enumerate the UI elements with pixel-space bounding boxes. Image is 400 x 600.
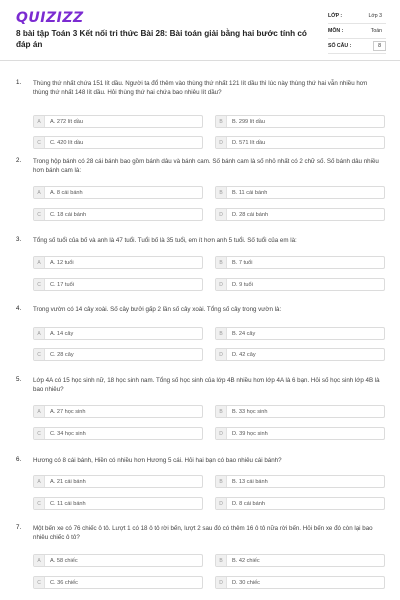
option-letter: D [216,137,227,148]
option-b[interactable] [215,256,385,269]
option-letter: C [34,577,45,588]
option-letter: D [216,498,227,509]
option-d[interactable] [215,497,385,510]
option-c[interactable] [33,348,203,361]
option-a[interactable] [33,327,203,340]
option-text: D. 42 cây [232,351,256,358]
option-text: B. 24 cây [232,330,256,337]
option-a[interactable] [33,186,203,199]
option-letter: A [34,116,45,127]
option-b[interactable] [215,554,385,567]
meta-row-count [328,39,386,54]
option-c[interactable] [33,136,203,149]
question-text: Lớp 4A có 15 học sinh nữ, 18 học sinh nam. Tổng số học sinh của lớp 4B nhiều hơn lớp 4A là 6 bạn. Hỏi số học sinh lớp 4B là bao nhiêu? [33,377,380,394]
question-text: Trong hộp bánh có 28 cái bánh bao gồm bánh dâu và bánh cam. Số bánh cam là số nhỏ nhất có 2 chữ số. Số bánh dâu nhiều hơn bánh cam là: [33,158,379,175]
option-d[interactable] [215,576,385,589]
question-text: Một bến xe có 76 chiếc ô tô. Lượt 1 có 18 ô tô rời bến, lượt 2 sau đó có thêm 16 ô tô nữa rời bến. Hỏi bến xe đó còn lại bao nhiêu chiếc ô tô? [33,525,373,542]
meta-row-class [328,9,386,24]
option-b[interactable] [215,186,385,199]
option-letter: C [34,209,45,220]
option-letter: A [34,555,45,566]
option-text: B. 42 chiếc [232,557,260,564]
option-b[interactable] [215,327,385,340]
option-c[interactable] [33,497,203,510]
option-a[interactable] [33,475,203,488]
option-text: A. 14 cây [50,330,74,337]
option-text: B. 33 học sinh [232,408,268,415]
option-letter: B [216,328,227,339]
option-letter: C [34,428,45,439]
question-number: 4. [16,305,22,312]
option-text: C. 18 cái bánh [50,211,87,218]
question-text: Tổng số tuổi của bố và anh là 47 tuổi. Tuổi bố là 35 tuổi, em ít hơn anh 5 tuổi. Số tuổi của em là: [33,237,297,244]
option-b[interactable] [215,405,385,418]
option-c[interactable] [33,427,203,440]
option-text: C. 36 chiếc [50,579,78,586]
option-text: B. 13 cái bánh [232,478,268,485]
option-d[interactable] [215,136,385,149]
option-text: B. 7 tuổi [232,259,253,266]
option-d[interactable] [215,427,385,440]
option-letter: B [216,555,227,566]
option-c[interactable] [33,278,203,291]
option-a[interactable] [33,554,203,567]
meta-value: Lớp 3 [368,13,382,19]
question-number: 3. [16,236,22,243]
option-letter: A [34,257,45,268]
meta-table [328,9,386,54]
meta-value: Toán [370,28,382,34]
option-text: A. 21 cái bánh [50,478,86,485]
option-text: D. 39 học sinh [232,430,268,437]
option-b[interactable] [215,475,385,488]
question-text: Trong vườn có 14 cây xoài. Số cây bưởi gấp 2 lần số cây xoài. Tổng số cây trong vườn là: [33,306,282,313]
option-letter: C [34,279,45,290]
quizizz-logo: QUIZIZZ [16,10,84,26]
option-d[interactable] [215,348,385,361]
question-number: 1. [16,79,22,86]
meta-key: MÔN : [328,28,344,34]
option-letter: A [34,187,45,198]
meta-row-subject [328,24,386,39]
option-letter: A [34,328,45,339]
option-letter: B [216,187,227,198]
question-number: 7. [16,524,22,531]
option-d[interactable] [215,208,385,221]
page-title: 8 bài tập Toán 3 Kết nối tri thức Bài 28: Bài toán giải bằng hai bước tính có đáp án [16,29,307,49]
option-text: A. 27 học sinh [50,408,86,415]
option-text: C. 11 cái bánh [50,500,86,507]
option-text: A. 58 chiếc [50,557,78,564]
option-text: B. 299 lít dầu [232,118,265,125]
option-text: B. 11 cái bánh [232,189,268,196]
meta-value: 8 [373,41,386,51]
option-text: D. 28 cái bánh [232,211,269,218]
option-letter: A [34,476,45,487]
option-text: C. 420 lít dầu [50,139,84,146]
option-letter: D [216,279,227,290]
question-number: 6. [16,456,22,463]
option-b[interactable] [215,115,385,128]
option-letter: C [34,349,45,360]
option-letter: C [34,137,45,148]
option-text: D. 30 chiếc [232,579,260,586]
option-letter: D [216,428,227,439]
option-text: C. 28 cây [50,351,74,358]
option-text: A. 8 cái bánh [50,189,83,196]
question-number: 5. [16,376,22,383]
option-text: D. 8 cái bánh [232,500,265,507]
option-letter: B [216,257,227,268]
meta-key: SỐ CÂU : [328,43,352,49]
option-d[interactable] [215,278,385,291]
option-a[interactable] [33,115,203,128]
option-text: A. 12 tuổi [50,259,74,266]
option-letter: B [216,116,227,127]
option-letter: D [216,577,227,588]
option-letter: A [34,406,45,417]
option-letter: B [216,406,227,417]
question-number: 2. [16,157,22,164]
option-text: C. 17 tuổi [50,281,74,288]
option-text: D. 9 tuổi [232,281,253,288]
option-a[interactable] [33,405,203,418]
option-letter: B [216,476,227,487]
meta-key: LỚP : [328,13,343,19]
option-letter: D [216,209,227,220]
option-text: D. 571 lít dầu [232,139,266,146]
question-text: Thùng thứ nhất chứa 151 lít dầu. Người ta đổ thêm vào thùng thứ nhất 121 lít dầu thì lúc này thùng thứ hai vẫn nhiều hơn thùng thứ nhất 148 lít dầu. Hỏi thùng thứ hai chứa bao nhiêu lít dầu? [33,80,368,97]
option-text: A. 272 lít dầu [50,118,83,125]
question-text: Hương có 8 cái bánh, Hiền có nhiều hơn Hương 5 cái. Hỏi hai bạn có bao nhiêu cái bánh? [33,457,282,464]
option-text: C. 34 học sinh [50,430,86,437]
option-c[interactable] [33,576,203,589]
option-a[interactable] [33,256,203,269]
header-divider [0,60,400,61]
option-c[interactable] [33,208,203,221]
option-letter: D [216,349,227,360]
option-letter: C [34,498,45,509]
